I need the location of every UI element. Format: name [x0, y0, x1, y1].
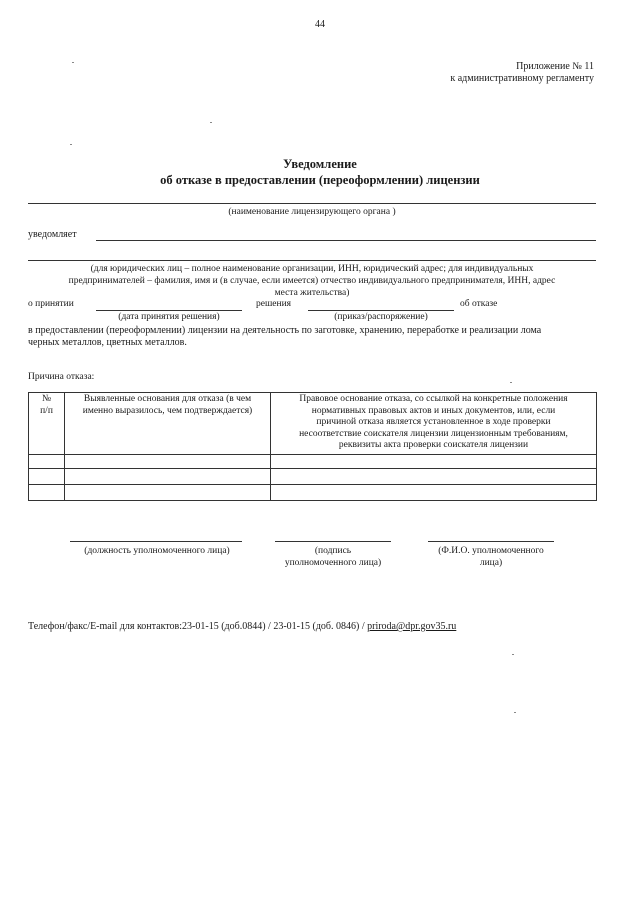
decision-date-caption: (дата принятия решения): [118, 312, 220, 322]
table-cell[interactable]: [271, 455, 597, 469]
table-cell[interactable]: [271, 485, 597, 501]
organ-fill-line[interactable]: [28, 203, 596, 204]
about-adoption-label: о принятии: [28, 299, 74, 309]
refusal-word: об отказе: [460, 299, 498, 309]
header-legal-basis-line-2: нормативных правовых актов и иных документов, или, если: [311, 405, 556, 416]
position-fill-line[interactable]: [70, 541, 242, 542]
scan-speck: [70, 144, 72, 145]
fio-caption: [418, 545, 564, 569]
refusal-reasons-table: [28, 392, 597, 501]
body-text-line-1: в предоставлении (переоформлении) лицензии на деятельность по заготовке, хранению, переработке и реализации лома: [28, 325, 542, 336]
table-row: [29, 455, 597, 469]
notifies-fill-line[interactable]: [96, 240, 596, 241]
applicant-caption-line-3: места жительства): [274, 288, 350, 298]
page-number: 44: [315, 19, 325, 30]
header-legal-basis: [271, 393, 597, 455]
fio-caption-line-1: (Ф.И.О. уполномоченного: [438, 546, 544, 556]
header-grounds: [65, 393, 271, 455]
position-caption: (должность уполномоченного лица): [84, 546, 230, 556]
table-row: [29, 469, 597, 485]
appendix-number: Приложение № 11: [516, 61, 594, 72]
header-legal-basis-line-4: несоответствие соискателя лицензии лицензионным требованиям,: [299, 428, 568, 439]
table-cell[interactable]: [29, 455, 65, 469]
scan-speck: [514, 712, 516, 713]
notifies-label: уведомляет: [28, 229, 77, 240]
contact-email-link[interactable]: priroda@dpr.gov35.ru: [367, 621, 457, 632]
table-header-row: [29, 393, 597, 455]
contacts-line: [28, 621, 608, 633]
applicant-caption-line-2: предпринимателей – фамилия, имя и (в случае, если имеется) отчество индивидуального предпринимателя, ИНН, адрес: [68, 276, 556, 286]
header-legal-basis-line-5: реквизиты акта проверки соискателя лицензии: [338, 440, 529, 450]
applicant-caption-line-1: (для юридических лиц – полное наименование организации, ИНН, юридический адрес; для индивидуальных: [90, 264, 534, 274]
table-cell[interactable]: [29, 469, 65, 485]
scan-speck: [510, 382, 512, 383]
decision-word: решения: [256, 299, 292, 309]
table-cell[interactable]: [29, 485, 65, 501]
scan-speck: [512, 654, 514, 655]
header-legal-basis-line-1: Правовое основание отказа, со ссылкой на конкретные положения: [299, 394, 568, 404]
table-cell[interactable]: [65, 485, 271, 501]
signature-fill-line[interactable]: [275, 541, 391, 542]
contacts-text: Телефон/факс/E-mail для контактов:23-01-15 (доб.0844) / 23-01-15 (доб. 0846) /: [28, 621, 368, 632]
order-caption: (приказ/распоряжение): [334, 312, 428, 322]
applicant-caption: [28, 263, 596, 299]
table-cell[interactable]: [65, 455, 271, 469]
header-legal-basis-line-3: причиной отказа является установленное в ходе проверки: [316, 417, 551, 427]
fio-caption-line-2: лица): [479, 558, 503, 568]
header-grounds-line-1: Выявленные основания для отказа (в чем: [83, 394, 252, 404]
title-line-1: Уведомление: [283, 157, 357, 171]
header-number-line-2: п/п: [40, 405, 53, 416]
reason-label: Причина отказа:: [28, 372, 95, 382]
body-text-line-2: черных металлов, цветных металлов.: [28, 337, 187, 348]
body-text: [28, 325, 598, 349]
signature-caption-line-1: (подпись: [314, 546, 352, 556]
fio-fill-line[interactable]: [428, 541, 554, 542]
document-title: [60, 156, 580, 188]
appendix-block: [380, 61, 594, 85]
header-number: [29, 393, 65, 455]
header-grounds-line-2: именно выразилось, чем подтверждается): [82, 405, 253, 416]
signature-caption: [263, 545, 403, 569]
scan-speck: [210, 122, 212, 123]
applicant-fill-line[interactable]: [28, 260, 596, 261]
table-row: [29, 485, 597, 501]
title-line-2: об отказе в предоставлении (переоформлении) лицензии: [160, 173, 480, 187]
appendix-regulation: к административному регламенту: [450, 73, 594, 84]
header-number-line-1: №: [41, 394, 52, 404]
scan-speck: [72, 62, 74, 63]
signature-caption-line-2: уполномоченного лица): [284, 558, 382, 568]
table-cell[interactable]: [271, 469, 597, 485]
organ-caption: (наименование лицензирующего органа ): [228, 207, 396, 217]
table-cell[interactable]: [65, 469, 271, 485]
